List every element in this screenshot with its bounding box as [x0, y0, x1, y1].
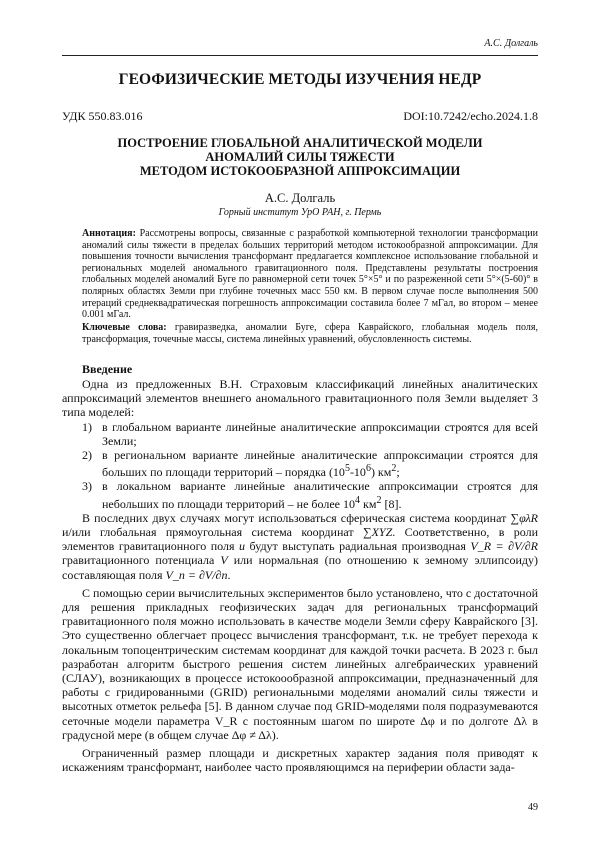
author-name: А.С. Долгаль — [264, 191, 336, 205]
list-item-text: км — [360, 496, 377, 511]
list-item-text: в региональном варианте линейные аналитические аппроксимации строятся для больших по площади территорий – порядка (10 — [102, 448, 538, 480]
text-run: . Соответственно, в роли элементов гравитационного поля — [62, 525, 539, 554]
text-run: . — [227, 567, 231, 582]
list-item — [62, 479, 538, 510]
text-run: или нормальная (по отношению к земному эллипсоиду) составляющая поля — [62, 553, 538, 582]
paragraph — [62, 511, 538, 582]
exponent: 5 — [344, 463, 350, 475]
abstract-text: Рассмотрены вопросы, связанные с разработкой компьютерной технологии трансформации аномалий силы тяжести в пределах больших территорий методом истокообразной аппроксимации. Для повышения точности вычисления трансформант предлагается комплексное использование глобальной и региональных моделей аномального гравитационного поля. Представлены результаты построения глобальных моделей аномалий Буге по равномерной сети точек 5°×5° и по разреженной сети 5°×(5-60)° в полярных областях Земли при глубине точечных масс 550 км. В первом случае после выполнения 500 итераций среднеквадратическая погрешность аппроксимации составила более 7 мГал, во втором – менее 0.001 мГал. — [82, 228, 539, 321]
formula: ∑φλR — [510, 510, 538, 525]
abstract-label: Аннотация: — [82, 228, 136, 239]
text-run: и/или глобальная прямоугольная система координат — [62, 525, 364, 540]
formula: u — [239, 539, 246, 554]
article-title — [62, 136, 538, 178]
paragraph: Одна из предложенных В.Н. Страховым классификаций линейных аналитических аппроксимаций элементов внешнего аномального гравитационного поля Земли выделяет 3 типа моделей: — [62, 377, 538, 420]
intro-heading: Введение — [82, 362, 133, 376]
udc-code: УДК 550.83.016 — [62, 109, 143, 123]
abstract — [82, 228, 538, 321]
list-item-text: ; — [396, 465, 400, 480]
keywords — [82, 322, 538, 345]
author-affiliation: Горный институт УрО РАН, г. Пермь — [218, 207, 382, 218]
formula: V_R = ∂V/∂R — [470, 539, 538, 554]
header-rule — [62, 55, 538, 56]
section-title: ГЕОФИЗИЧЕСКИЕ МЕТОДЫ ИЗУЧЕНИЯ НЕДР — [118, 71, 482, 88]
model-types-list — [62, 420, 538, 511]
list-item-text: [8]. — [381, 496, 402, 511]
keywords-text: гравиразведка, аномалии Буге, сфера Каврайского, глобальная модель поля, трансформация, точечные массы, система линейных уравнений, обусловленность системы. — [82, 322, 538, 345]
exponent: 2 — [376, 494, 382, 506]
text-run: гравитационного потенциала — [62, 553, 221, 568]
paragraph: С помощью серии вычислительных экспериментов было установлено, что с достаточной для решения прикладных геофизических задач для региональных трансформаций гравитационного поля можно использовать в качестве модели Земли сферу Каврайского [3]. Это существенно облегчает процесс вычисления трансформант, т.к. не требует перехода к локальным топоцентрическим системам координат для каждой точки расчета. В 2023 г. был разработан алгоритм быстрого решения систем линейных алгебраических уравнений (СЛАУ), возникающих в процессе истокоообразной аппроксимации, предназначенный для работы с гридированными (GRID) региональными моделями аномалий силы тяжести и высотных отметок рельефа [5]. В данном случае под GRID-моделями поля подразумеваются сеточные модели параметра V_R с постоянным шагом по широте Δφ и по долготе Δλ в градусной мере (в общем случае Δφ ≠ Δλ). — [62, 585, 538, 742]
formula: V — [220, 553, 228, 568]
paragraph: Ограниченный размер площади и дискретных характер задания поля приводят к искажениям трансформант, наиболее часто проявляющимся на периферии области зада- — [62, 746, 538, 775]
text-run: В последних двух случаях могут использоваться сферическая система координат — [82, 510, 511, 525]
doi-link[interactable]: DOI:10.7242/echo.2024.1.8 — [403, 109, 538, 123]
running-head-author: А.С. Долгаль — [484, 38, 538, 49]
exponent: 6 — [365, 463, 371, 475]
list-item-text: в локальном варианте линейные аналитические аппроксимации строятся для небольших по площади территорий – не более 10 — [102, 479, 538, 511]
exponent: 2 — [391, 463, 397, 475]
article-title-line: АНОМАЛИЙ СИЛЫ ТЯЖЕСТИ — [205, 150, 395, 164]
list-number: 2) — [82, 448, 92, 463]
list-item-text: -10 — [349, 465, 366, 480]
list-number: 3) — [82, 479, 92, 494]
list-number: 1) — [82, 419, 92, 434]
list-item — [62, 420, 538, 448]
keywords-label: Ключевые слова: — [82, 322, 167, 333]
body-text — [62, 377, 538, 774]
article-title-line: ПОСТРОЕНИЕ ГЛОБАЛЬНОЙ АНАЛИТИЧЕСКОЙ МОДЕЛИ — [117, 136, 483, 150]
formula: ∑XYZ — [363, 525, 393, 540]
formula: V_n = ∂V/∂n — [165, 567, 228, 582]
list-item-text: ) км — [370, 465, 392, 480]
page-number: 49 — [528, 802, 538, 813]
list-item-text: в глобальном варианте линейные аналитические аппроксимации строятся для всей Земли; — [102, 419, 538, 448]
exponent: 4 — [355, 494, 361, 506]
article-title-line: МЕТОДОМ ИСТОКООБРАЗНОЙ АППРОКСИМАЦИИ — [139, 164, 461, 178]
text-run: будут выступать радиальная производная — [245, 539, 471, 554]
list-item — [62, 448, 538, 479]
